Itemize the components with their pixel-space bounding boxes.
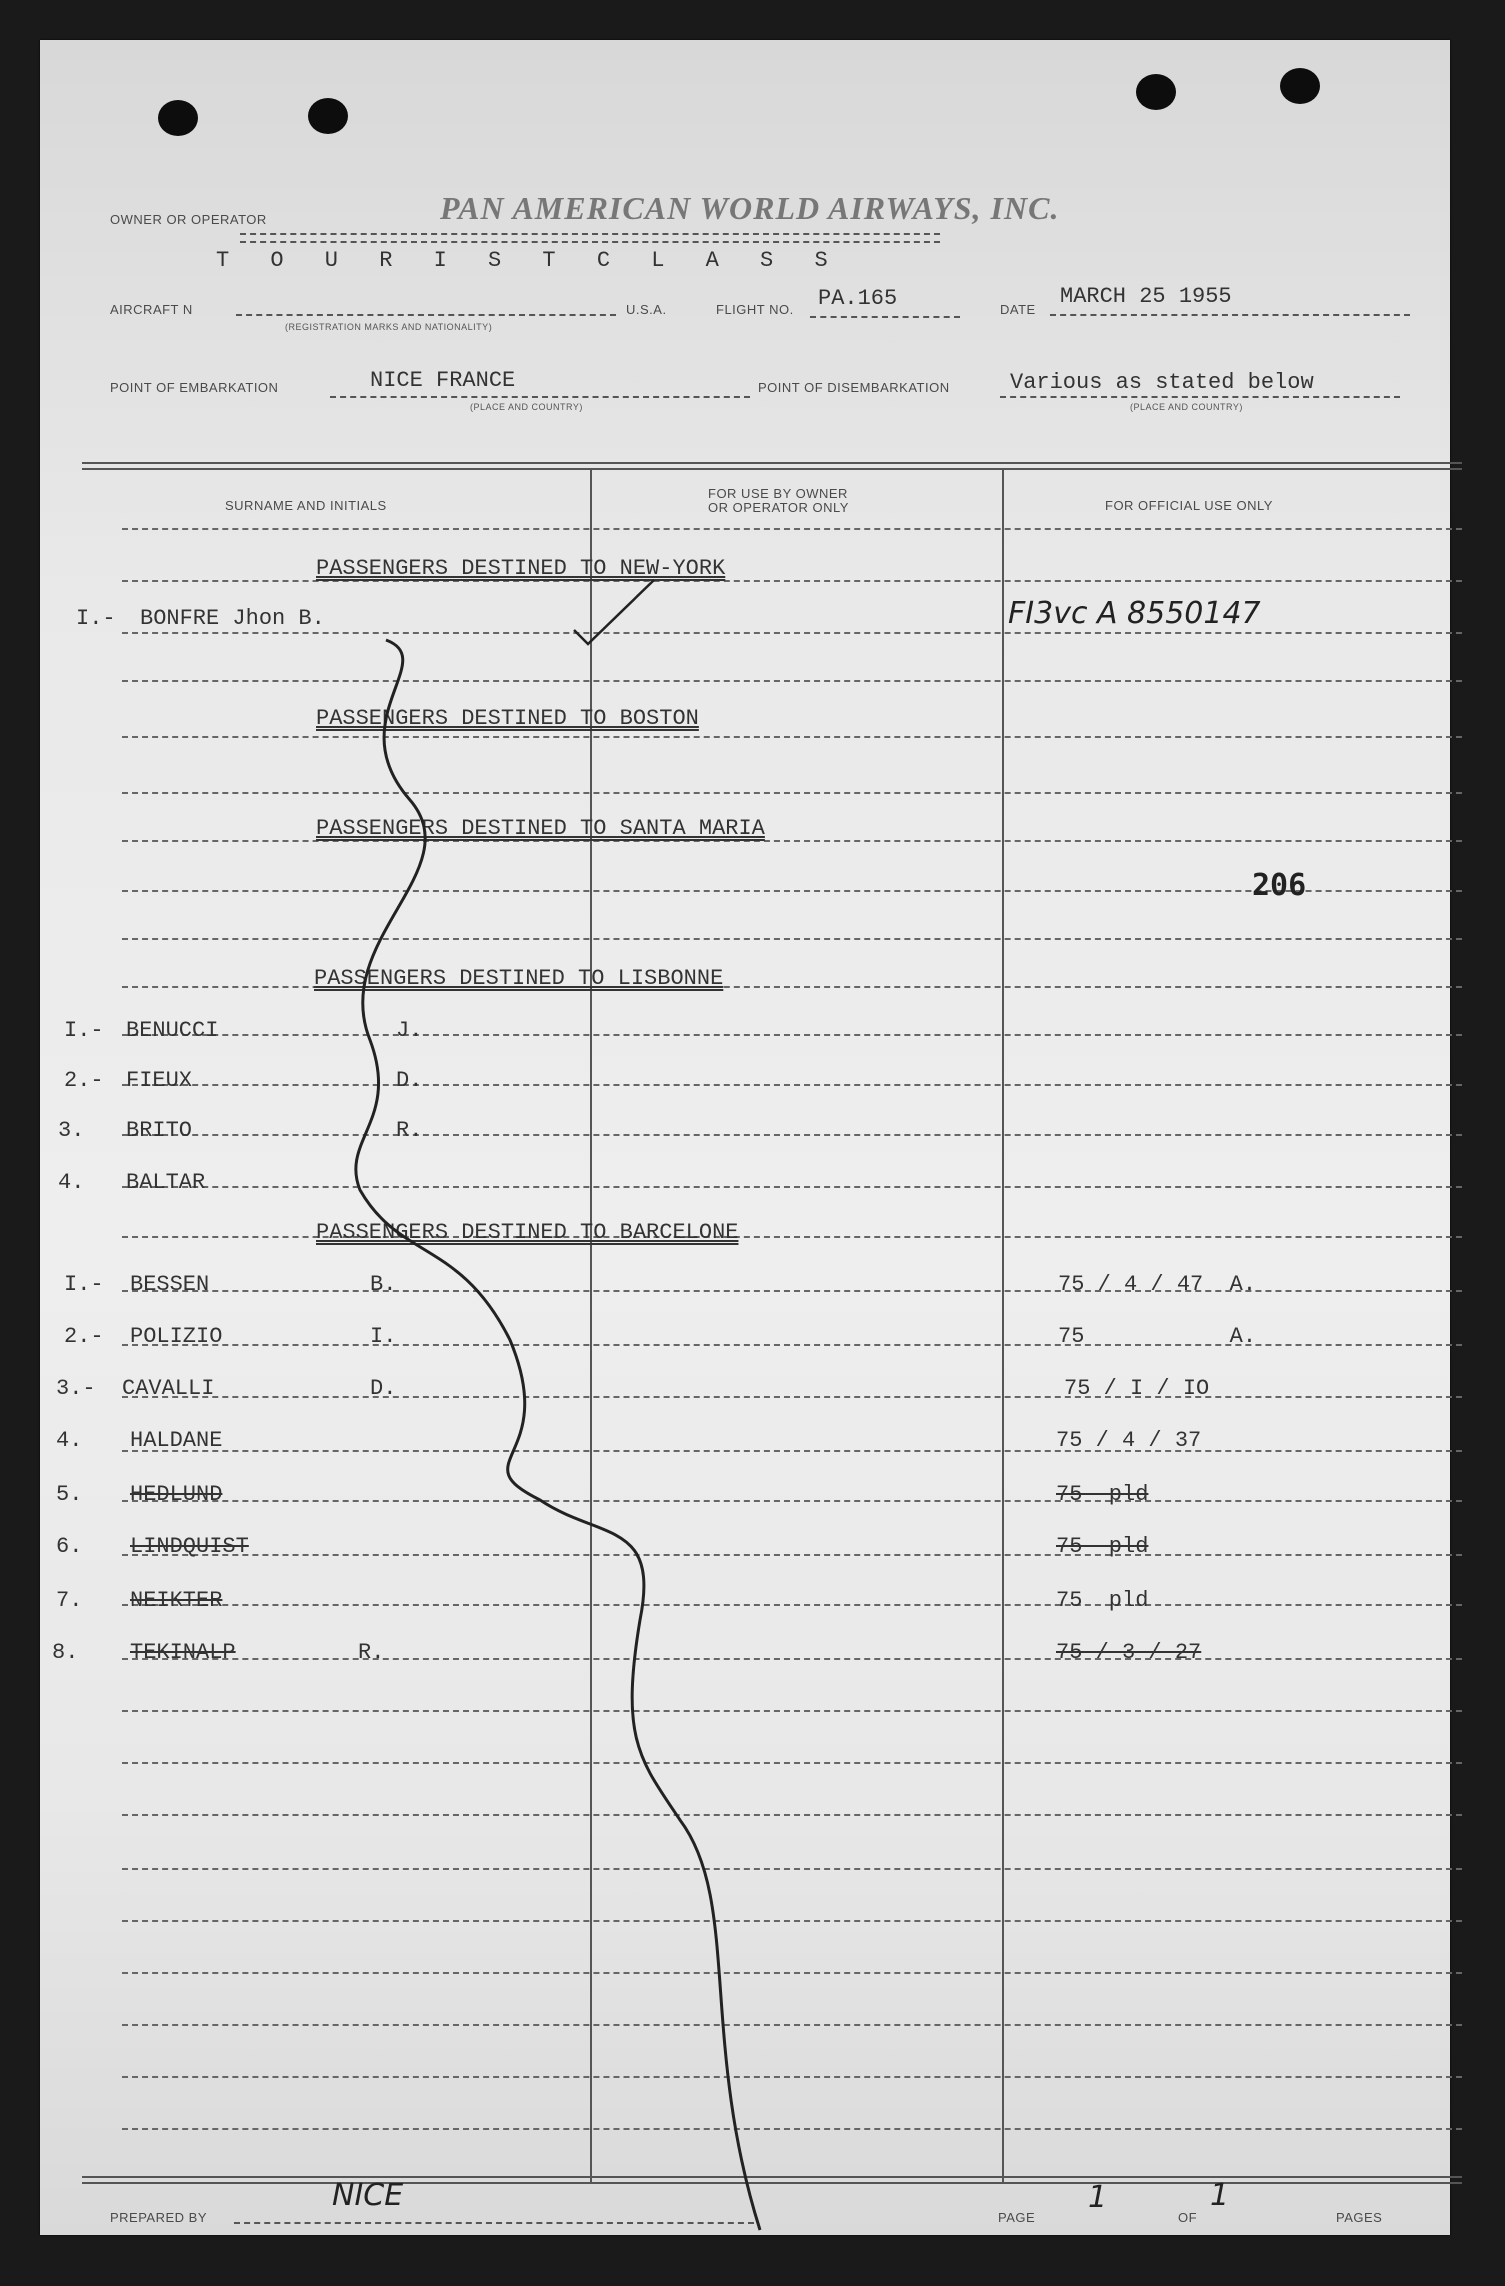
section-header-boston: PASSENGERS DESTINED TO BOSTON xyxy=(316,706,699,731)
passenger-number: 8. xyxy=(52,1640,79,1665)
passenger-number: 7. xyxy=(56,1588,83,1613)
section-header-lisbonne: PASSENGERS DESTINED TO LISBONNE xyxy=(314,966,724,991)
handwritten-line xyxy=(40,40,1450,2235)
place-note-2: (PLACE AND COUNTRY) xyxy=(1130,402,1243,412)
registration-note: (REGISTRATION MARKS AND NATIONALITY) xyxy=(285,322,493,332)
flight-number: PA.165 xyxy=(818,286,898,311)
official-value: 75 pld xyxy=(1056,1534,1149,1559)
official-column-header: FOR OFFICIAL USE ONLY xyxy=(1105,498,1273,513)
of-label: OF xyxy=(1178,2210,1198,2225)
prepared-by-value: NICE xyxy=(332,2178,404,2213)
flight-label: FLIGHT NO. xyxy=(716,302,794,317)
owner-column-header: FOR USE BY OWNER xyxy=(708,486,848,501)
passenger-name: BONFRE Jhon B. xyxy=(140,606,325,631)
passenger-name: POLIZIO xyxy=(130,1324,223,1349)
page-number: 1 xyxy=(1088,2180,1108,2215)
passenger-name: BRITO xyxy=(126,1118,193,1143)
passenger-number: I.- xyxy=(64,1018,104,1043)
passenger-name: HEDLUND xyxy=(130,1482,223,1507)
passenger-number: 3. xyxy=(58,1118,85,1143)
passenger-name: NEIKTER xyxy=(130,1588,223,1613)
passenger-initial: I. xyxy=(370,1324,397,1349)
official-value: 75 pld xyxy=(1056,1588,1149,1613)
surname-column-header: SURNAME AND INITIALS xyxy=(225,498,387,513)
owner-label: OWNER OR OPERATOR xyxy=(110,212,267,227)
official-value: 75 / 3 / 27 xyxy=(1056,1640,1202,1665)
owner-column-header-2: OR OPERATOR ONLY xyxy=(708,500,849,515)
passenger-number: 3.- xyxy=(56,1376,96,1401)
passenger-number: 2.- xyxy=(64,1068,104,1093)
section-header-barcelone: PASSENGERS DESTINED TO BARCELONE xyxy=(316,1220,739,1245)
official-value: 75 / 4 / 37 xyxy=(1056,1428,1202,1453)
class-text: T O U R I S T C L A S S xyxy=(216,248,842,273)
passenger-initial: D. xyxy=(370,1376,397,1401)
manifest-sheet xyxy=(40,40,1450,2235)
official-value: 75 pld xyxy=(1056,1482,1149,1507)
official-value: 75 / 4 / 47 A. xyxy=(1058,1272,1257,1297)
embarkation-label: POINT OF EMBARKATION xyxy=(110,380,279,395)
passenger-name: BALTAR xyxy=(126,1170,206,1195)
passenger-name: HALDANE xyxy=(130,1428,223,1453)
official-note: FI3vc A 8550147 xyxy=(1008,596,1261,631)
passenger-number: 6. xyxy=(56,1534,83,1559)
usa-label: U.S.A. xyxy=(626,302,667,317)
passenger-number: I.- xyxy=(64,1272,104,1297)
company-name: PAN AMERICAN WORLD AIRWAYS, INC. xyxy=(440,190,1060,226)
passenger-number: 5. xyxy=(56,1482,83,1507)
official-value: 75 / I / IO xyxy=(1064,1376,1210,1401)
passenger-number: 2.- xyxy=(64,1324,104,1349)
passenger-number: I.- xyxy=(76,606,116,631)
page-label: PAGE xyxy=(998,2210,1036,2225)
passenger-name: LINDQUIST xyxy=(130,1534,249,1559)
passenger-name: FIEUX xyxy=(126,1068,193,1093)
embarkation-value: NICE FRANCE xyxy=(370,368,516,393)
passenger-number: 4. xyxy=(56,1428,83,1453)
passenger-name: TEKINALP xyxy=(130,1640,236,1665)
section-header-newyork: PASSENGERS DESTINED TO NEW-YORK xyxy=(316,556,726,581)
passenger-initial: B. xyxy=(370,1272,397,1297)
pages-label: PAGES xyxy=(1336,2210,1383,2225)
aircraft-label: AIRCRAFT N xyxy=(110,302,193,317)
passenger-initial: J. xyxy=(396,1018,423,1043)
passenger-initial: D. xyxy=(396,1068,423,1093)
passenger-number: 4. xyxy=(58,1170,85,1195)
passenger-initial: R. xyxy=(358,1640,385,1665)
disembarkation-label: POINT OF DISEMBARKATION xyxy=(758,380,950,395)
passenger-name: CAVALLI xyxy=(122,1376,215,1401)
stamp-number: 206 xyxy=(1252,868,1307,903)
prepared-label: PREPARED BY xyxy=(110,2210,208,2225)
disembarkation-value: Various as stated below xyxy=(1010,370,1314,395)
passenger-name: BESSEN xyxy=(130,1272,210,1297)
date-label: DATE xyxy=(1000,302,1036,317)
passenger-initial: R. xyxy=(396,1118,423,1143)
official-value: 75 A. xyxy=(1058,1324,1257,1349)
place-note: (PLACE AND COUNTRY) xyxy=(470,402,583,412)
manifest-date: MARCH 25 1955 xyxy=(1060,284,1232,309)
section-header-santamaria: PASSENGERS DESTINED TO SANTA MARIA xyxy=(316,816,765,841)
page-total: 1 xyxy=(1210,2178,1230,2213)
passenger-name: BENUCCI xyxy=(126,1018,219,1043)
